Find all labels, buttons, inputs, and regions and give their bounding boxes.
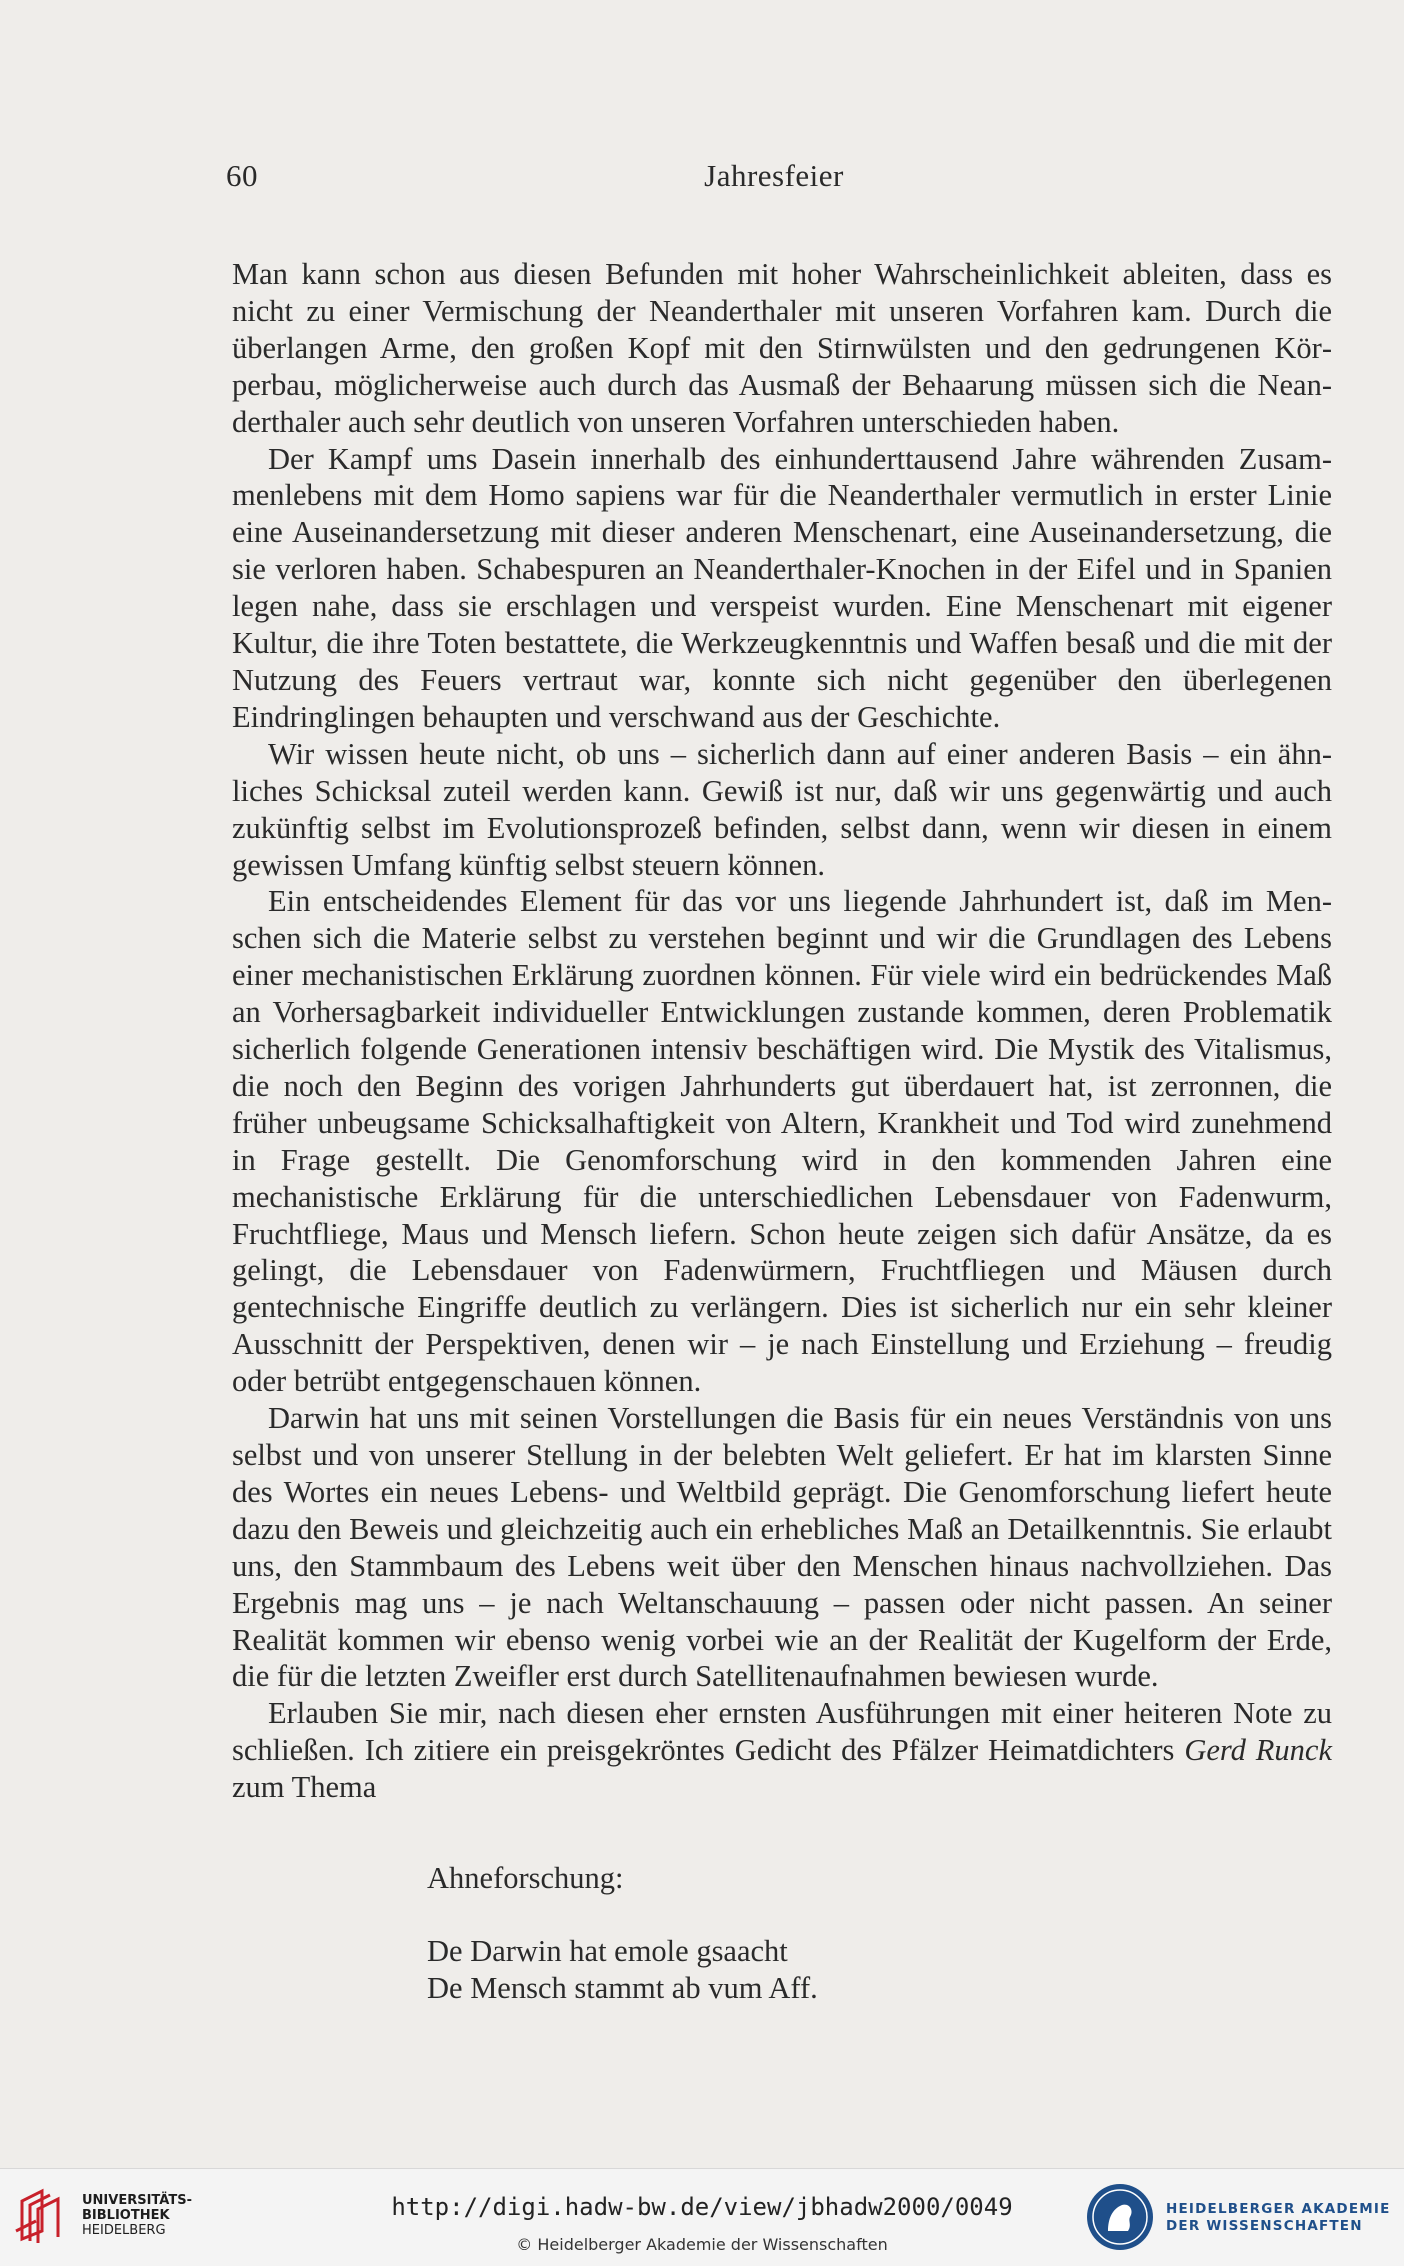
academy-name	[1166, 2201, 1391, 2235]
running-title: Jahresfeier	[704, 158, 844, 193]
library-name-line: UNIVERSITÄTS-	[82, 2193, 192, 2208]
poem-line: De Darwin hat emole gsaacht	[427, 1933, 788, 1968]
paragraph-text: zum Thema	[232, 1770, 377, 1805]
permalink-url[interactable]: http://digi.hadw-bw.de/view/jbhadw2000/0049	[391, 2193, 1013, 2221]
paragraph	[232, 1695, 1332, 1806]
library-name-line: BIBLIOTHEK	[82, 2208, 170, 2223]
paragraph-text: Erlauben Sie mir, nach diesen eher ernsten Ausführungen mit einer heiteren Note zu schließen. Ich zitiere ein preisgekröntes Gedicht des Pfälzer Heimatdichters	[232, 1696, 1332, 1768]
academy-seal-icon	[1084, 2181, 1156, 2253]
author-name: Gerd Runck	[1184, 1733, 1332, 1768]
footer-bar	[0, 2168, 1404, 2266]
page-number: 60	[226, 158, 258, 193]
paragraph: Ein entscheidendes Element für das vor uns liegende Jahrhundert ist, daß im Menschen sich die Materie selbst zu verstehen beginnt und wir die Grundlagen des Lebens einer mechanistischen Erklärung zuordnen können. Für viele wird ein bedrückendes Maß an Vorhersagbarkeit individueller Entwicklungen zustande kommen, deren Problematik sicherlich folgende Generationen intensiv beschäftigen wird. Die Mystik des Vitalismus, die noch den Beginn des vorigen Jahrhunderts gut überdauert hat, ist zerronnen, die früher unbeugsame Schicksalhaftigkeit von Altern, Krankheit und Tod wird zunehmend in Frage gestellt. Die Genomforschung wird in den kommenden Jahren eine mechanistische Erklärung für die unterschiedlichen Lebensdauer von Fadenwurm, Fruchtfliege, Maus und Mensch liefern. Schon heute zeigen sich dafür Ansätze, da es gelingt, die Lebensdauer von Fadenwürmern, Fruchtfliegen und Mäusen durch gentechnische Eingriffe deutlich zu verlängern. Dies ist sicherlich nur ein sehr kleiner Ausschnitt der Perspektiven, denen wir – je nach Einstellung und Erziehung – freudig oder betrübt entgegenschauen können.	[232, 884, 1332, 1399]
academy-name-line: DER WISSENSCHAFTEN	[1166, 2218, 1363, 2234]
poem	[427, 1860, 818, 2007]
poem-line: De Mensch stammt ab vum Aff.	[427, 1970, 818, 2005]
copyright-notice: © Heidelberger Akademie der Wissenschaften	[516, 2235, 888, 2254]
paragraph: Wir wissen heute nicht, ob uns – sicherlich dann auf einer anderen Basis – ein ähnliches Schicksal zuteil werden kann. Gewiß ist nur, daß wir uns gegenwärtig und auch zukünftig selbst im Evolutionsprozeß befinden, selbst dann, wenn wir diesen in einem gewissen Umfang künftig selbst steuern können.	[232, 736, 1332, 882]
paragraph: Man kann schon aus diesen Befunden mit hoher Wahrscheinlichkeit ableiten, dass es nicht zu einer Vermischung der Neanderthaler mit unseren Vorfahren kam. Durch die überlangen Arme, den großen Kopf mit den Stirnwülsten und den gedrungenen Körperbau, möglicherweise auch durch das Ausmaß der Behaarung müssen sich die Neanderthaler auch sehr deutlich von unseren Vorfahren unterschieden haben.	[232, 257, 1332, 439]
academy-name-line: HEIDELBERGER AKADEMIE	[1166, 2201, 1391, 2217]
body-text	[232, 256, 1332, 1806]
library-name-line: HEIDELBERG	[82, 2223, 166, 2238]
paragraph: Der Kampf ums Dasein innerhalb des einhunderttausend Jahre währenden Zusammenlebens mit dem Homo sapiens war für die Neanderthaler vermutlich in erster Linie eine Auseinandersetzung mit dieser anderen Menschenart, eine Auseinandersetzung, die sie verloren haben. Schabespuren an Neanderthaler-Knochen in der Eifel und in Spanien legen nahe, dass sie erschlagen und verspeist wurden. Eine Menschenart mit eigener Kultur, die ihre Toten bestattete, die Werkzeugkenntnis und Waffen besaß und die mit der Nutzung des Feuers vertraut war, konnte sich nicht gegenüber den überlegenen Eindringlingen behaupten und verschwand aus der Geschichte.	[232, 441, 1332, 734]
poem-heading: Ahneforschung:	[427, 1861, 624, 1895]
paragraph: Darwin hat uns mit seinen Vorstellungen die Basis für ein neues Verständnis von uns selbst und von unserer Stellung in der belebten Welt geliefert. Er hat im klarsten Sinne des Wortes ein neues Lebens- und Weltbild geprägt. Die Genomforschung liefert heute dazu den Beweis und gleichzeitig auch ein erhebliches Maß an Detailkenntnis. Sie erlaubt uns, den Stammbaum des Lebens weit über den Menschen hinaus nachvollziehen. Das Ergebnis mag uns – je nach Weltanschauung – passen oder nicht passen. An seiner Realität kommen wir ebenso wenig vorbei wie an der Realität der Kugelform der Erde, die für die letzten Zweifler erst durch Satellitenaufnahmen bewiesen wurde.	[232, 1401, 1332, 1694]
